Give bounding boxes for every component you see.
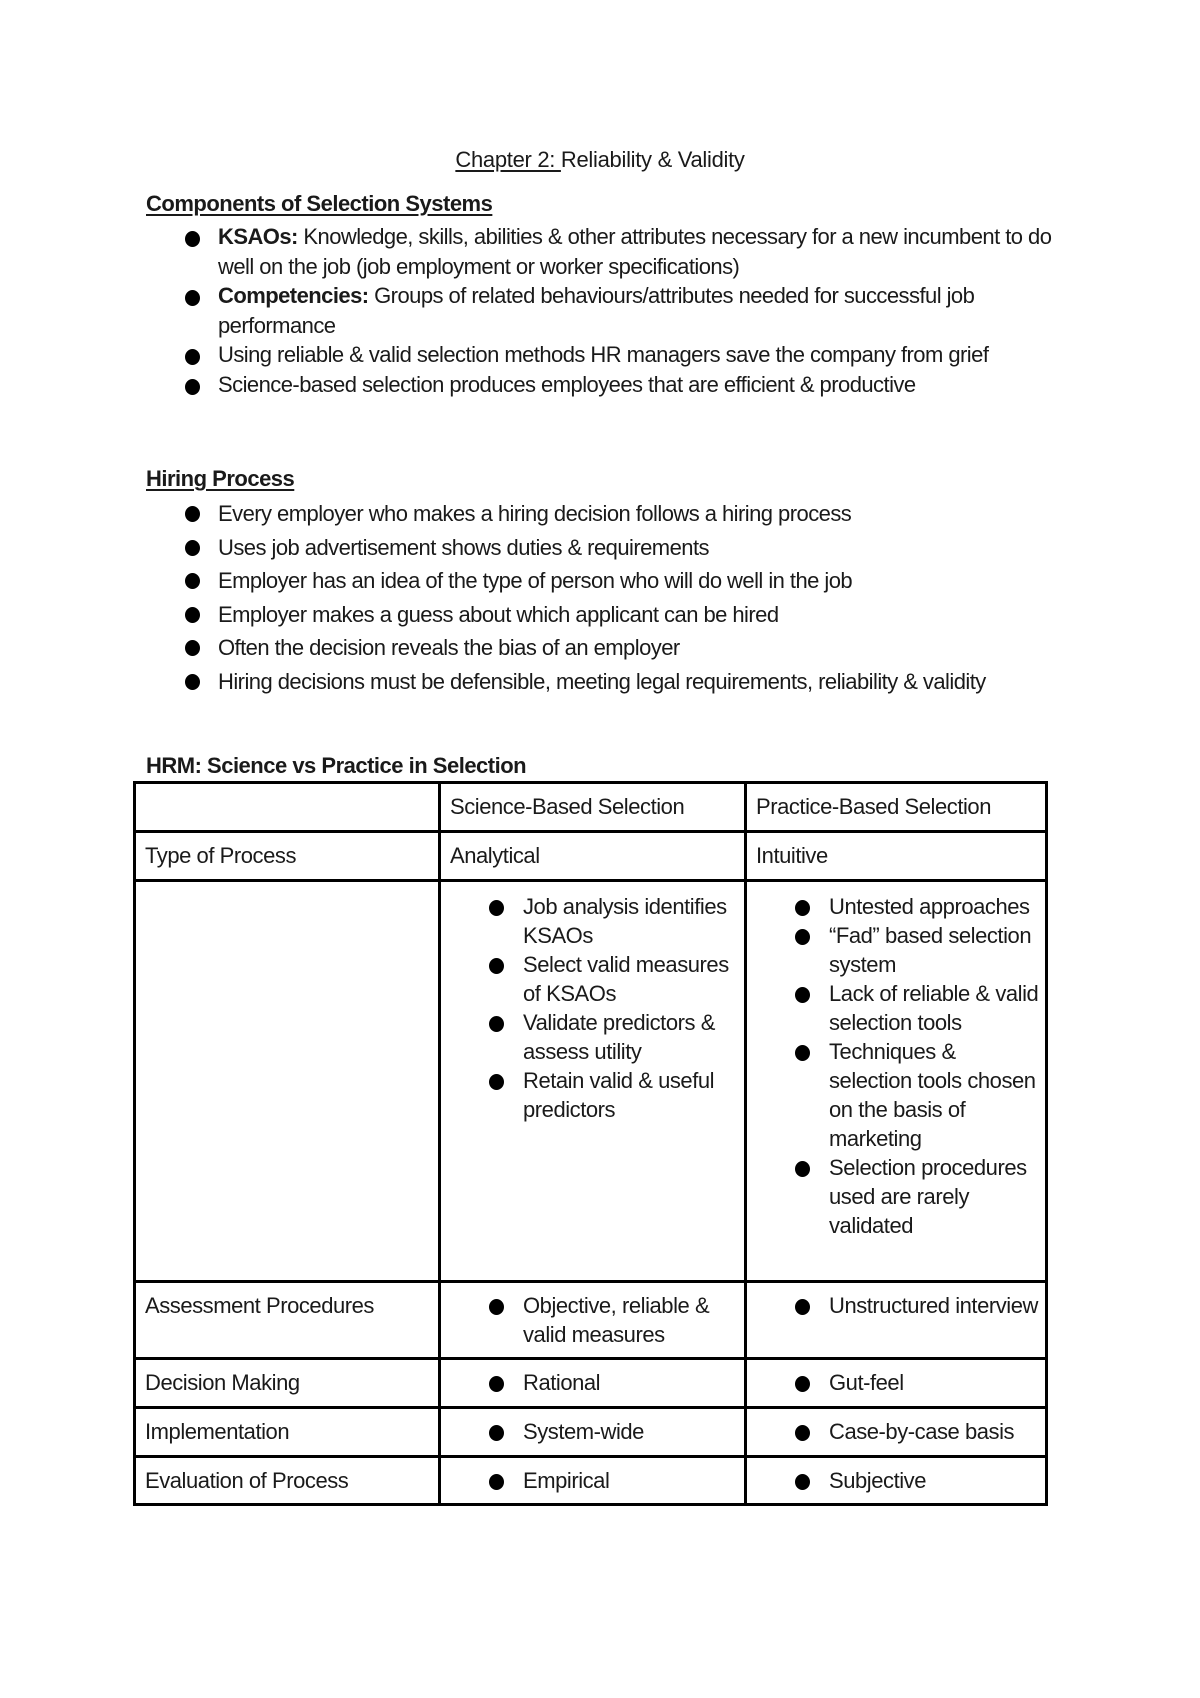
list-item — [146, 370, 1076, 400]
science-cell — [440, 1408, 746, 1457]
list-item — [146, 631, 1066, 665]
bullet-icon — [795, 900, 810, 916]
practice-cell — [746, 1359, 1047, 1408]
bullet-icon — [795, 1376, 810, 1392]
bullet-icon — [795, 929, 810, 945]
bullet-icon — [489, 1074, 504, 1090]
header-cell-practice — [746, 783, 1047, 832]
science-cell — [440, 1457, 746, 1505]
bullet-icon — [185, 540, 200, 556]
list-item: Empirical — [441, 1466, 738, 1495]
item-text: Groups of related behaviours/attributes needed for successful job performance — [218, 283, 975, 338]
practice-cell — [746, 881, 1047, 1282]
science-cell — [440, 1359, 746, 1408]
row-label: Assessment Procedures — [145, 1293, 374, 1318]
list-item: Objective, reliable & valid measures — [441, 1291, 738, 1349]
item-text: Using reliable & valid selection methods HR managers save the company from grief — [218, 342, 989, 367]
list-item — [146, 281, 1076, 340]
bullet-icon — [795, 1045, 810, 1061]
list-item — [146, 340, 1076, 370]
item-text: Every employer who makes a hiring decision follows a hiring process — [218, 501, 852, 526]
bullet-icon — [489, 1425, 504, 1441]
column-header: Science-Based Selection — [450, 794, 685, 819]
list-item: System-wide — [441, 1417, 738, 1446]
section-heading-table: HRM: Science vs Practice in Selection — [146, 753, 527, 778]
list-item: Subjective — [747, 1466, 1039, 1495]
bullet-icon — [795, 1425, 810, 1441]
row-label — [136, 882, 438, 890]
item-text: Often the decision reveals the bias of an employer — [218, 635, 680, 660]
list-item — [146, 497, 1066, 531]
bullet-icon — [185, 607, 200, 623]
bullet-icon — [489, 1299, 504, 1315]
practice-steps-list — [747, 882, 1045, 1248]
list-item: Rational — [441, 1368, 738, 1397]
science-cell — [440, 1282, 746, 1359]
page-title — [0, 146, 1200, 174]
list-item: Gut-feel — [747, 1368, 1039, 1397]
practice-cell — [746, 1282, 1047, 1359]
table-row — [135, 1282, 1047, 1359]
bullet-icon — [185, 674, 200, 690]
bullet-icon — [185, 573, 200, 589]
row-label: Implementation — [145, 1419, 290, 1444]
title-chapter-label: Chapter 2: — [455, 147, 561, 172]
practice-cell: Intuitive — [746, 832, 1047, 881]
list-item — [146, 531, 1066, 565]
bullet-icon — [185, 379, 200, 395]
bullet-icon — [185, 349, 200, 365]
item-text: Knowledge, skills, abilities & other attributes necessary for a new incumbent to do well on the job (job employment or worker specifications) — [218, 224, 1052, 279]
row-label-cell — [135, 1282, 440, 1359]
bullet-icon — [185, 506, 200, 522]
section-heading-hiring: Hiring Process — [146, 466, 295, 491]
science-cell: Analytical — [440, 832, 746, 881]
bullet-icon — [489, 1376, 504, 1392]
science-cell — [440, 881, 746, 1282]
row-label-cell — [135, 1359, 440, 1408]
bullet-icon — [489, 1016, 504, 1032]
table-row — [135, 1408, 1047, 1457]
bullet-icon — [185, 290, 200, 306]
practice-cell — [746, 1457, 1047, 1505]
row-label: Decision Making — [145, 1370, 300, 1395]
item-text: Hiring decisions must be defensible, meeting legal requirements, reliability & validity — [218, 668, 986, 694]
bullet-icon — [489, 900, 504, 916]
table-header-row — [135, 783, 1047, 832]
list-item — [146, 665, 1066, 697]
row-label-cell — [135, 1457, 440, 1505]
bullet-icon — [795, 987, 810, 1003]
section-heading-components: Components of Selection Systems — [146, 191, 493, 216]
list-item: Techniques & selection tools chosen on the basis of marketing — [747, 1037, 1039, 1153]
bullet-icon — [489, 958, 504, 974]
list-item: Retain valid & useful predictors — [441, 1066, 738, 1124]
list-item: Job analysis identifies KSAOs — [441, 892, 738, 950]
title-text: Reliability & Validity — [560, 147, 745, 172]
components-list — [146, 222, 1076, 399]
row-label-cell — [135, 1408, 440, 1457]
row-label-cell — [135, 832, 440, 881]
header-cell-empty — [135, 783, 440, 832]
term-label: Competencies: — [218, 283, 369, 308]
bullet-icon — [489, 1474, 504, 1490]
item-text: Employer has an idea of the type of person who will do well in the job — [218, 568, 853, 593]
list-item — [146, 222, 1076, 281]
table-row — [135, 1359, 1047, 1408]
bullet-icon — [185, 231, 200, 247]
practice-cell — [746, 1408, 1047, 1457]
hiring-list — [146, 497, 1066, 696]
list-item — [146, 564, 1066, 598]
science-steps-list — [441, 882, 744, 1132]
item-text: Science-based selection produces employees that are efficient & productive — [218, 371, 916, 397]
table-row — [135, 832, 1047, 881]
item-text: Employer makes a guess about which applicant can be hired — [218, 601, 779, 627]
list-item: Unstructured interview — [747, 1291, 1039, 1320]
science-vs-practice-table — [133, 781, 1048, 1506]
list-item: Case-by-case basis — [747, 1417, 1039, 1446]
table-row — [135, 1457, 1047, 1505]
bullet-icon — [795, 1474, 810, 1490]
list-item: Untested approaches — [747, 892, 1039, 921]
row-label: Evaluation of Process — [145, 1468, 349, 1493]
list-item: Lack of reliable & valid selection tools — [747, 979, 1039, 1037]
table-row — [135, 881, 1047, 1282]
list-item: Selection procedures used are rarely validated — [747, 1153, 1039, 1240]
bullet-icon — [795, 1161, 810, 1177]
row-label-cell — [135, 881, 440, 1282]
term-label: KSAOs: — [218, 224, 298, 249]
list-item — [146, 598, 1066, 632]
list-item: “Fad” based selection system — [747, 921, 1039, 979]
bullet-icon — [185, 640, 200, 656]
list-item: Select valid measures of KSAOs — [441, 950, 738, 1008]
list-item: Validate predictors & assess utility — [441, 1008, 738, 1066]
row-label: Type of Process — [145, 843, 296, 868]
header-cell-science — [440, 783, 746, 832]
item-text: Uses job advertisement shows duties & requirements — [218, 534, 709, 560]
column-header: Practice-Based Selection — [756, 794, 991, 819]
bullet-icon — [795, 1299, 810, 1315]
